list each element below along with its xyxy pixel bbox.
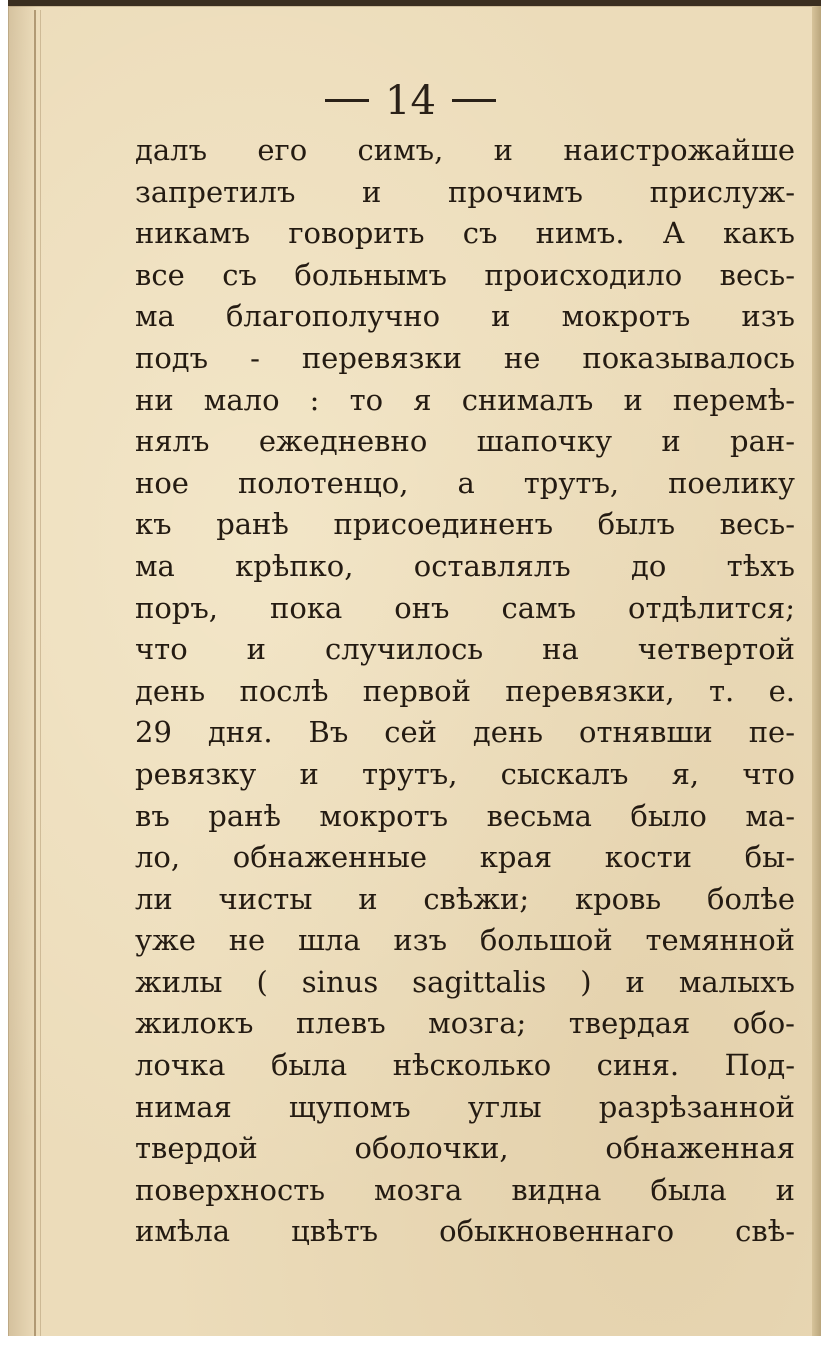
page-right-edge	[812, 6, 821, 1338]
page-gutter-line-secondary	[40, 10, 41, 1336]
text-line: далъ его симъ, и наистрожайше	[135, 133, 795, 167]
text-line: въ ранѣ мокротъ весьма было ма-	[135, 798, 795, 833]
text-line: поверхность мозга видна была и	[135, 1172, 795, 1207]
text-line: ревязку и трутъ, сыскалъ я, что	[135, 756, 795, 791]
text-line: имѣла цвѣтъ обыкновеннаго свѣ-	[135, 1214, 795, 1249]
text-line: поръ, пока онъ самъ отдѣлится;	[135, 590, 795, 625]
text-line: уже не шла изъ большой темянной	[135, 923, 795, 958]
page-body-text	[135, 130, 795, 1253]
text-line: нимая щупомъ углы разрѣзанной	[135, 1089, 795, 1124]
text-line: ло, обнаженные края кости бы-	[135, 840, 795, 875]
scan-bottom-margin	[8, 1336, 821, 1350]
text-line: ма благополучно и мокротъ изъ	[135, 299, 795, 334]
page-number: 14	[385, 78, 436, 124]
text-line: ное полотенцо, а трутъ, поелику	[135, 465, 795, 500]
page-gutter-line	[34, 10, 36, 1336]
text-line: ни мало : то я снималъ и перемѣ-	[135, 382, 795, 417]
text-line: день послѣ первой перевязки, т. е.	[135, 673, 795, 708]
header-dash-left	[325, 99, 369, 102]
text-line: къ ранѣ присоединенъ былъ весь-	[135, 507, 795, 542]
text-line: ма крѣпко, оставлялъ до тѣхъ	[135, 548, 795, 583]
text-line: жилы ( sinus sagittalis ) и малыхъ	[135, 964, 795, 999]
text-line: никамъ говорить съ нимъ. А какъ	[135, 216, 795, 251]
text-line: 29 дня. Въ сей день отнявши пе-	[135, 715, 795, 750]
text-line: подъ - перевязки не показывалось	[135, 340, 795, 375]
page-header	[0, 78, 821, 124]
text-line: жилокъ плевъ мозга; твердая обо-	[135, 1006, 795, 1041]
text-line: что и случилось на четвертой	[135, 632, 795, 667]
text-line: запретилъ и прочимъ прислуж-	[135, 174, 795, 209]
text-line: твердой оболочки, обнаженная	[135, 1131, 795, 1166]
text-line: нялъ ежедневно шапочку и ран-	[135, 424, 795, 459]
header-dash-right	[452, 99, 496, 102]
text-line: лочка была нѣсколько синя. Под-	[135, 1048, 795, 1083]
text-line: ли чисты и свѣжи; кровь болѣе	[135, 881, 795, 916]
text-line: все съ больнымъ происходило весь-	[135, 257, 795, 292]
